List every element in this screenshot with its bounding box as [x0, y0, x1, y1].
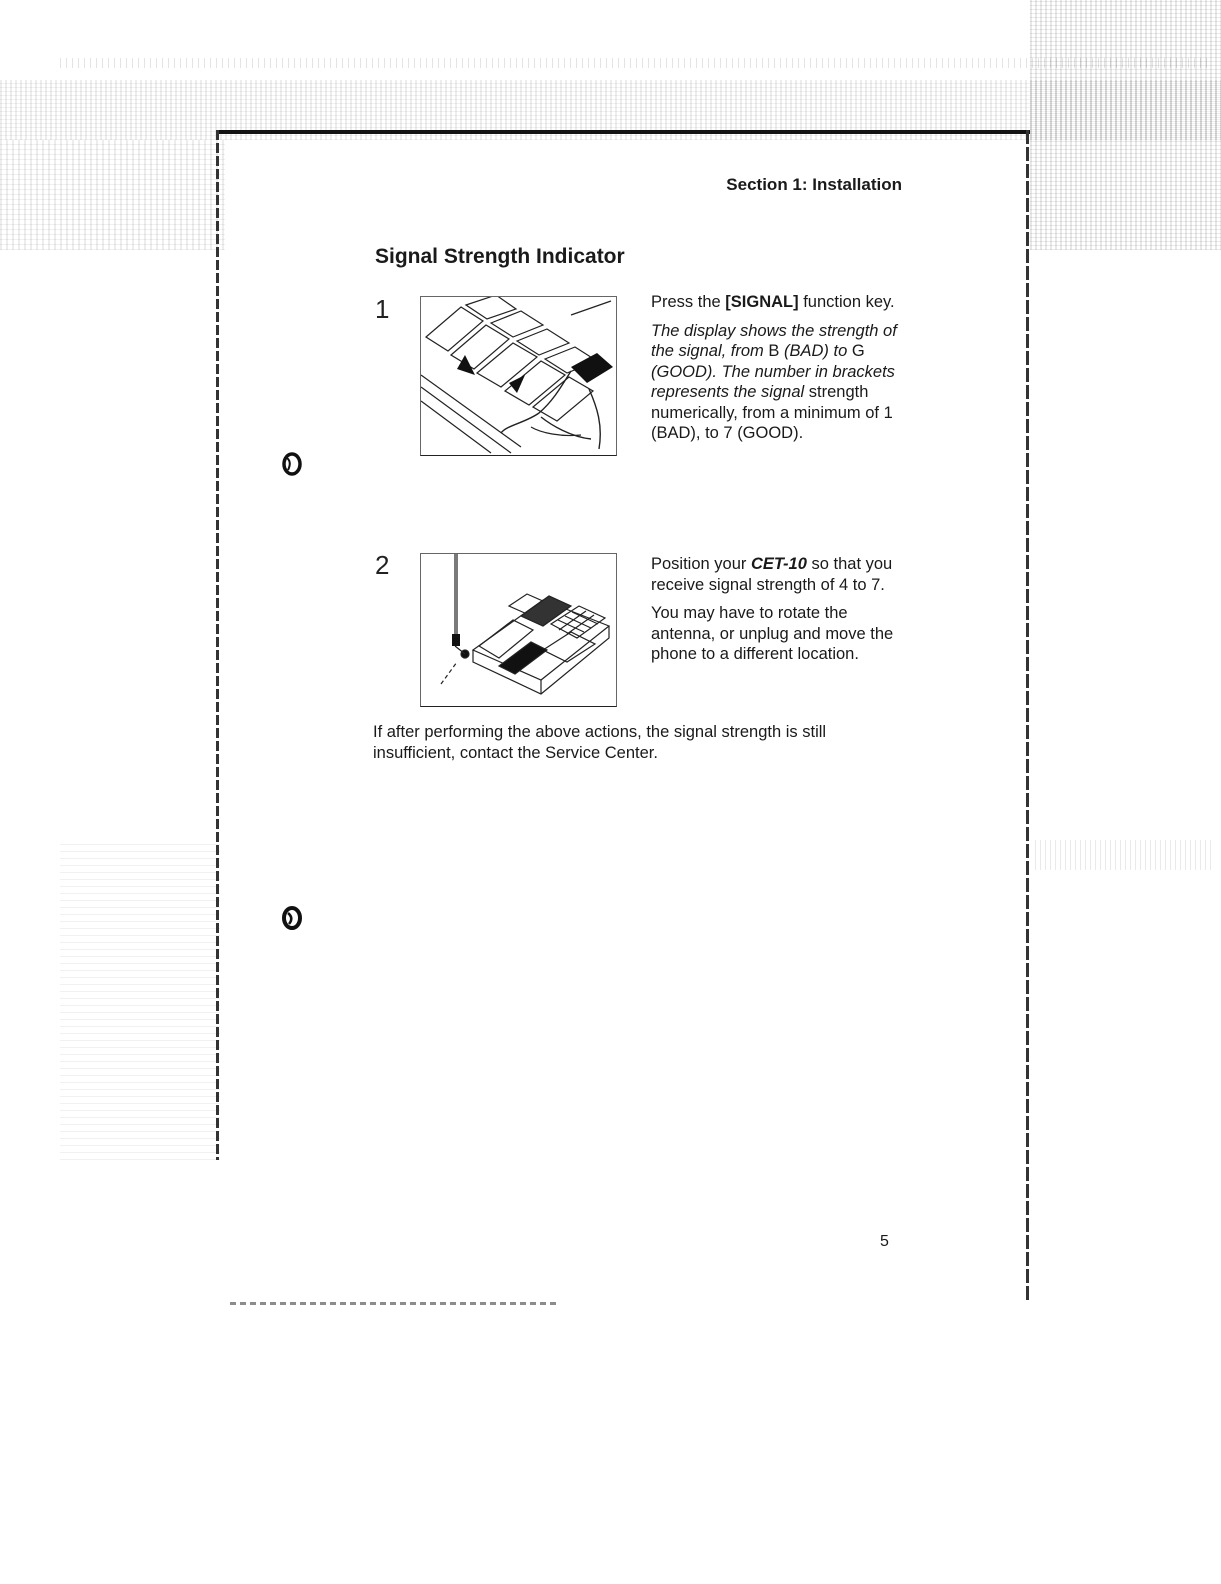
step-1-note-g: G	[851, 342, 865, 360]
scan-noise-right-mid	[1035, 840, 1215, 870]
page-frame	[218, 130, 1030, 1304]
step-2-action-prefix: Position your	[651, 555, 751, 573]
step-1-note-part-1: The display shows the strength of the signal, from	[651, 321, 897, 360]
step-number-1: 1	[375, 294, 390, 324]
binder-hole-top-icon	[282, 452, 302, 476]
step-2-action-suffix: so that you receive signal strength of 4 to 7.	[651, 555, 893, 594]
step-number-2: 2	[375, 550, 390, 580]
model-name: CET-10	[750, 555, 807, 573]
step-2-text	[651, 554, 906, 673]
phone-antenna-illustration-icon	[420, 553, 617, 707]
step-1-action	[651, 292, 906, 313]
step-1-note-part-3: (GOOD). The number in brackets represents the signal	[651, 362, 895, 401]
step-1-note-b: B	[768, 342, 780, 360]
scan-noise-top-thin	[60, 58, 1210, 68]
binder-hole-bottom-icon	[282, 906, 302, 930]
keypad-finger-press-illustration-icon	[420, 296, 617, 456]
scan-noise-left	[0, 140, 225, 250]
step-1-action-prefix: Press the	[651, 293, 726, 311]
step-2-note: You may have to rotate the antenna, or unplug and move the phone to a different location.	[651, 604, 894, 663]
closing-paragraph: If after performing the above actions, the signal strength is still insufficient, contact the Service Center.	[373, 723, 827, 762]
step-2-action	[651, 554, 906, 595]
page-frame-right-edge	[1026, 130, 1029, 1300]
page-frame-left-edge	[216, 130, 219, 1160]
scan-noise-left-mid	[60, 840, 220, 1160]
step-1-action-suffix: function key.	[798, 293, 895, 311]
signal-key-label: [SIGNAL]	[725, 293, 799, 311]
scan-noise-right	[1030, 0, 1221, 250]
page-number: 5	[880, 1233, 889, 1250]
step-1-note	[651, 321, 906, 444]
step-1-text	[651, 292, 906, 452]
step-1-note-part-2: (BAD) to	[779, 342, 852, 360]
step-1-note-part-4: strength numerically, from a minimum of 1 (BAD), to 7 (GOOD).	[651, 383, 893, 442]
section-header: Section 1: Installation	[726, 175, 902, 194]
page-title: Signal Strength Indicator	[375, 245, 625, 268]
